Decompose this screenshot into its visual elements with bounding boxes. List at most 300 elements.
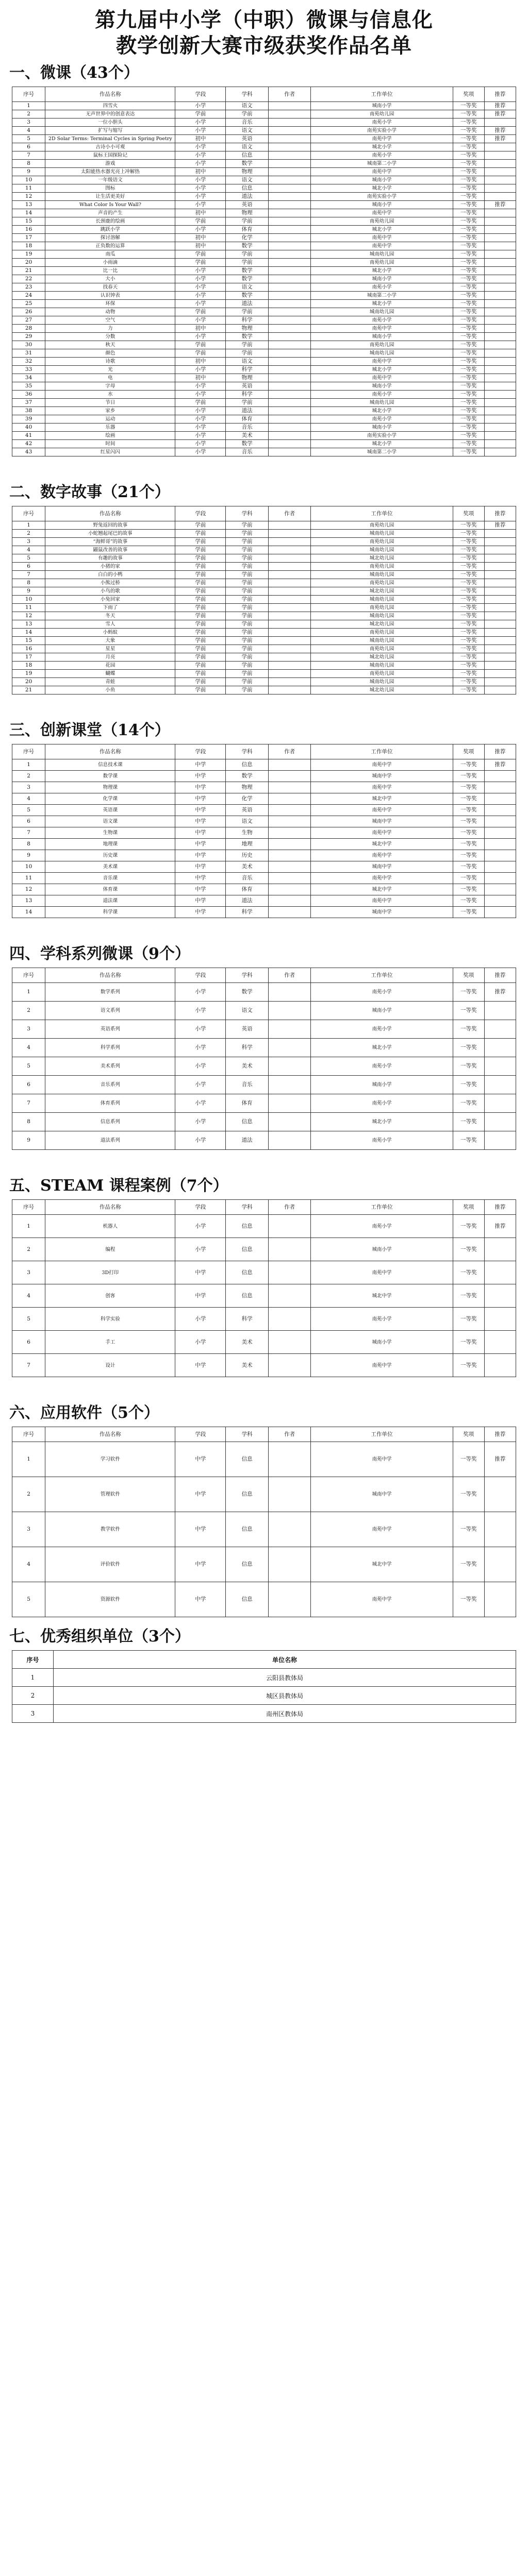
table-cell: 小学: [175, 1094, 226, 1113]
table-cell: 6: [12, 143, 45, 151]
table-cell: 3: [12, 1020, 45, 1039]
table-cell: 学前: [175, 308, 226, 316]
table-cell: 中学: [175, 861, 226, 873]
table-cell: 一等奖: [453, 407, 484, 415]
table-cell: [484, 300, 516, 308]
table-cell: [484, 399, 516, 407]
table-cell: 数学: [226, 333, 269, 341]
table-cell: [268, 759, 311, 771]
header-cell: 推荐: [484, 968, 516, 983]
table-cell: 城南小学: [311, 102, 453, 110]
table-cell: 7: [12, 151, 45, 160]
table-cell: 8: [12, 839, 45, 850]
table-cell: 一等奖: [453, 563, 484, 571]
table-cell: 南苑小学: [311, 391, 453, 399]
header-cell: 学科: [226, 744, 269, 759]
table-cell: [484, 209, 516, 217]
table-cell: 小学: [175, 226, 226, 234]
header-cell: 作者: [268, 1427, 311, 1442]
table-header-row: [12, 87, 516, 102]
table-row: [12, 873, 516, 884]
table-cell: [268, 127, 311, 135]
table-cell: 南苑小学: [311, 1215, 453, 1238]
table-cell: 学前: [226, 530, 269, 538]
table-cell: 一等奖: [453, 538, 484, 546]
table-cell: 小学: [175, 127, 226, 135]
table-cell: 南苑幼儿园: [311, 629, 453, 637]
table-cell: 城南小学: [311, 333, 453, 341]
header-cell: 推荐: [484, 1427, 516, 1442]
table-row: [12, 399, 516, 407]
table-row: [12, 1687, 516, 1705]
table-cell: [484, 193, 516, 201]
table-cell: 青蛙: [45, 678, 175, 686]
table-cell: 学前: [226, 645, 269, 653]
header-cell: 推荐: [484, 506, 516, 521]
table-cell: [484, 771, 516, 782]
table-row: [12, 612, 516, 620]
award-table: [12, 1199, 516, 1377]
table-cell: [484, 176, 516, 184]
table-cell: 小兔回家: [45, 596, 175, 604]
table-cell: 英语: [226, 201, 269, 209]
section-heading: 四、学科系列微课（9个）: [9, 945, 190, 963]
table-cell: [268, 827, 311, 839]
table-cell: 一等奖: [453, 341, 484, 349]
table-cell: 美术系列: [45, 1057, 175, 1076]
table-cell: 城南幼儿园: [311, 308, 453, 316]
table-cell: 8: [12, 160, 45, 168]
table-cell: 学前: [175, 250, 226, 259]
table-cell: 学前: [175, 259, 226, 267]
table-cell: 美术课: [45, 861, 175, 873]
table-row: [12, 1512, 516, 1547]
table-cell: 16: [12, 226, 45, 234]
table-cell: [268, 423, 311, 432]
table-cell: 一等奖: [453, 759, 484, 771]
table-cell: 手工: [45, 1331, 175, 1354]
table-cell: 3: [12, 1512, 45, 1547]
table-cell: 一等奖: [453, 861, 484, 873]
table-cell: [268, 1331, 311, 1354]
table-cell: 诗歌: [45, 358, 175, 366]
table-cell: 2: [12, 1477, 45, 1512]
header-cell: 单位名称: [54, 1651, 516, 1669]
table-cell: [484, 645, 516, 653]
table-cell: [268, 201, 311, 209]
table-row: [12, 234, 516, 242]
table-row: [12, 1020, 516, 1039]
table-row: [12, 415, 516, 423]
table-cell: 小学: [175, 1215, 226, 1238]
table-cell: 中学: [175, 907, 226, 918]
header-cell: 作品名称: [45, 1427, 175, 1442]
table-cell: [268, 1442, 311, 1477]
table-row: [12, 1331, 516, 1354]
table-cell: 编程: [45, 1238, 175, 1261]
table-cell: 南苑中学: [311, 1261, 453, 1284]
table-cell: 音乐: [226, 118, 269, 127]
table-row: [12, 1582, 516, 1617]
table-cell: [484, 374, 516, 382]
table-cell: 18: [12, 242, 45, 250]
table-cell: 学前: [175, 678, 226, 686]
table-cell: [484, 358, 516, 366]
table-cell: 一等奖: [453, 678, 484, 686]
table-cell: 学前: [175, 341, 226, 349]
table-cell: [268, 1547, 311, 1582]
table-cell: 43: [12, 448, 45, 456]
table-cell: [268, 102, 311, 110]
table-cell: [484, 226, 516, 234]
table-cell: 绘画: [45, 432, 175, 440]
table-cell: 中学: [175, 1477, 226, 1512]
table-cell: 4: [12, 793, 45, 805]
table-cell: 9: [12, 850, 45, 861]
table-cell: [268, 653, 311, 662]
table-cell: 一等奖: [453, 805, 484, 816]
table-cell: 星星: [45, 645, 175, 653]
table-row: [12, 884, 516, 895]
table-cell: “海鲜哥”的故事: [45, 538, 175, 546]
table-cell: 小学: [175, 440, 226, 448]
table-cell: [484, 1331, 516, 1354]
table-cell: 11: [12, 604, 45, 612]
table-cell: [268, 1582, 311, 1617]
table-cell: 一等奖: [453, 579, 484, 587]
table-cell: [268, 292, 311, 300]
table-cell: 城北幼儿园: [311, 620, 453, 629]
table-cell: [268, 399, 311, 407]
table-cell: 南苑中学: [311, 325, 453, 333]
table-cell: 信息: [226, 1238, 269, 1261]
table-cell: [484, 341, 516, 349]
table-cell: [268, 620, 311, 629]
table-cell: 扩写与缩写: [45, 127, 175, 135]
table-cell: 南苑中学: [311, 1354, 453, 1377]
table-cell: 34: [12, 374, 45, 382]
table-row: [12, 127, 516, 135]
header-cell: 学段: [175, 506, 226, 521]
table-cell: 南苑中学: [311, 209, 453, 217]
table-cell: 语文系列: [45, 1002, 175, 1020]
table-cell: 美术: [226, 1057, 269, 1076]
table-cell: 小学: [175, 143, 226, 151]
orgs-table: [12, 1650, 516, 1723]
table-cell: 南苑中学: [311, 805, 453, 816]
table-cell: 数学: [226, 771, 269, 782]
table-cell: 体育: [226, 415, 269, 423]
table-cell: 城北中学: [311, 793, 453, 805]
table-cell: 大小: [45, 275, 175, 283]
table-cell: 道法: [226, 193, 269, 201]
table-cell: 一等奖: [453, 259, 484, 267]
table-cell: [484, 415, 516, 423]
table-cell: 推荐: [484, 110, 516, 118]
table-cell: 音乐: [226, 1076, 269, 1094]
table-cell: [268, 873, 311, 884]
table-cell: [484, 1261, 516, 1284]
table-cell: 找春天: [45, 283, 175, 292]
table-cell: [484, 805, 516, 816]
table-cell: 南苑小学: [311, 316, 453, 325]
table-cell: 无声世界中的创意表达: [45, 110, 175, 118]
table-cell: [484, 448, 516, 456]
table-cell: 1: [12, 1215, 45, 1238]
table-cell: [484, 1512, 516, 1547]
table-cell: 小学: [175, 407, 226, 415]
table-cell: 推荐: [484, 759, 516, 771]
table-cell: [484, 884, 516, 895]
table-cell: 学前: [226, 653, 269, 662]
table-cell: 南苑中学: [311, 374, 453, 382]
table-cell: 城北小学: [311, 226, 453, 234]
table-cell: [484, 382, 516, 391]
table-row: [12, 1442, 516, 1477]
table-cell: 音乐: [226, 873, 269, 884]
table-cell: 5: [12, 1308, 45, 1331]
table-cell: 一等奖: [453, 1261, 484, 1284]
table-cell: 一等奖: [453, 316, 484, 325]
table-cell: [484, 242, 516, 250]
table-cell: [484, 895, 516, 907]
table-row: [12, 546, 516, 554]
table-cell: 一等奖: [453, 209, 484, 217]
table-cell: [268, 1002, 311, 1020]
table-cell: 红星闪闪: [45, 448, 175, 456]
table-cell: [484, 1354, 516, 1377]
table-cell: 18: [12, 662, 45, 670]
header-cell: 奖项: [453, 506, 484, 521]
table-cell: 中学: [175, 1582, 226, 1617]
table-cell: 学前: [175, 110, 226, 118]
table-cell: 城南小学: [311, 275, 453, 283]
table-cell: [484, 1284, 516, 1308]
table-cell: 一等奖: [453, 374, 484, 382]
header-cell: 作者: [268, 968, 311, 983]
table-cell: 数学课: [45, 771, 175, 782]
table-cell: [484, 349, 516, 358]
table-row: [12, 283, 516, 292]
table-cell: [484, 678, 516, 686]
table-cell: [484, 662, 516, 670]
table-cell: 南苑中学: [311, 135, 453, 143]
table-cell: [268, 283, 311, 292]
table-cell: [268, 895, 311, 907]
table-cell: 数学: [226, 292, 269, 300]
table-cell: 南苑幼儿园: [311, 341, 453, 349]
table-cell: 语文: [226, 176, 269, 184]
table-cell: 美术: [226, 432, 269, 440]
table-cell: 学前: [226, 596, 269, 604]
table-cell: 一等奖: [453, 366, 484, 374]
table-cell: 一等奖: [453, 873, 484, 884]
table-cell: 南苑小学: [311, 1020, 453, 1039]
table-cell: [484, 267, 516, 275]
table-row: [12, 341, 516, 349]
table-cell: 南苑中学: [311, 759, 453, 771]
table-cell: 一等奖: [453, 127, 484, 135]
table-cell: 信息: [226, 1477, 269, 1512]
table-cell: [484, 670, 516, 678]
table-cell: [268, 358, 311, 366]
table-cell: 学前: [175, 349, 226, 358]
table-cell: 一等奖: [453, 217, 484, 226]
table-cell: 信息: [226, 1442, 269, 1477]
table-cell: [484, 440, 516, 448]
table-cell: 初中: [175, 234, 226, 242]
table-row: [12, 554, 516, 563]
page-title-line-2: 教学创新大赛市级获奖作品名单: [116, 33, 412, 58]
table-row: [12, 637, 516, 645]
table-cell: [484, 839, 516, 850]
table-cell: 一等奖: [453, 907, 484, 918]
header-cell: 序号: [12, 506, 45, 521]
table-row: [12, 374, 516, 382]
table-cell: 城南幼儿园: [311, 612, 453, 620]
table-cell: 城南幼儿园: [311, 637, 453, 645]
table-cell: 学前: [226, 538, 269, 546]
table-cell: 城南中学: [311, 861, 453, 873]
table-row: [12, 1284, 516, 1308]
table-cell: [484, 292, 516, 300]
table-cell: 数学: [226, 267, 269, 275]
table-cell: 生物课: [45, 827, 175, 839]
table-cell: 城北中学: [311, 839, 453, 850]
table-cell: 3: [12, 1261, 45, 1284]
table-cell: [268, 407, 311, 415]
table-row: [12, 184, 516, 193]
table-cell: 一等奖: [453, 242, 484, 250]
table-cell: 一等奖: [453, 850, 484, 861]
table-cell: 学前: [175, 653, 226, 662]
table-cell: 南苑中学: [311, 358, 453, 366]
table-cell: What Color Is Your Wall?: [45, 201, 175, 209]
table-row: [12, 861, 516, 873]
table-cell: 8: [12, 1113, 45, 1131]
header-cell: 奖项: [453, 1200, 484, 1215]
section-heading: 三、创新课堂（14个）: [9, 721, 170, 739]
table-cell: 一等奖: [453, 275, 484, 283]
table-cell: 9: [12, 587, 45, 596]
table-cell: 数学: [226, 160, 269, 168]
section-heading: 一、微课（43个）: [9, 64, 139, 82]
table-cell: 体育课: [45, 884, 175, 895]
table-cell: 城南中学: [311, 771, 453, 782]
table-cell: [268, 571, 311, 579]
header-cell: 奖项: [453, 744, 484, 759]
table-cell: 城南幼儿园: [311, 662, 453, 670]
table-cell: 12: [12, 193, 45, 201]
table-cell: 一等奖: [453, 1131, 484, 1150]
table-cell: 城南小学: [311, 1238, 453, 1261]
table-cell: 21: [12, 686, 45, 694]
header-cell: 工作单位: [311, 87, 453, 102]
table-cell: [268, 850, 311, 861]
table-cell: 27: [12, 316, 45, 325]
table-cell: 道法系列: [45, 1131, 175, 1150]
table-cell: 一等奖: [453, 895, 484, 907]
table-cell: [484, 850, 516, 861]
table-cell: 城北幼儿园: [311, 686, 453, 694]
table-row: [12, 1215, 516, 1238]
table-cell: 16: [12, 645, 45, 653]
table-cell: [268, 662, 311, 670]
header-cell: 作品名称: [45, 968, 175, 983]
table-cell: 小学: [175, 333, 226, 341]
table-cell: 一等奖: [453, 686, 484, 694]
table-cell: 7: [12, 571, 45, 579]
table-cell: 美术: [226, 1354, 269, 1377]
header-cell: 奖项: [453, 1427, 484, 1442]
table-cell: 道法: [226, 1131, 269, 1150]
table-cell: [484, 234, 516, 242]
table-cell: 城北小学: [311, 300, 453, 308]
table-cell: 小学: [175, 423, 226, 432]
table-cell: [268, 1215, 311, 1238]
table-cell: 小学: [175, 1076, 226, 1094]
table-cell: 一等奖: [453, 1076, 484, 1094]
table-cell: [268, 554, 311, 563]
table-cell: 小学: [175, 267, 226, 275]
table-cell: 体育: [226, 884, 269, 895]
table-cell: 一等奖: [453, 782, 484, 793]
table-row: [12, 102, 516, 110]
table-cell: 推荐: [484, 521, 516, 530]
table-cell: [268, 440, 311, 448]
table-cell: 25: [12, 300, 45, 308]
table-row: [12, 407, 516, 415]
table-cell: 一等奖: [453, 653, 484, 662]
table-cell: 40: [12, 423, 45, 432]
table-cell: 推荐: [484, 1442, 516, 1477]
table-cell: 学前: [226, 629, 269, 637]
table-cell: 鼠标王国探险记: [45, 151, 175, 160]
table-cell: 7: [12, 1094, 45, 1113]
table-cell: 城区县教体局: [54, 1687, 516, 1705]
table-cell: 3: [12, 1705, 54, 1723]
table-cell: 13: [12, 620, 45, 629]
table-cell: 南苑中学: [311, 850, 453, 861]
table-cell: 小蛇翘起尾巴的故事: [45, 530, 175, 538]
table-cell: 学前: [175, 612, 226, 620]
table-cell: 小雨滴: [45, 259, 175, 267]
table-cell: 中学: [175, 839, 226, 850]
table-cell: [484, 143, 516, 151]
table-cell: 美术: [226, 861, 269, 873]
table-cell: 城北小学: [311, 1113, 453, 1131]
table-cell: [484, 1547, 516, 1582]
table-row: [12, 1094, 516, 1113]
table-cell: 6: [12, 816, 45, 827]
table-cell: [484, 596, 516, 604]
table-cell: 一等奖: [453, 102, 484, 110]
table-cell: 学前: [175, 587, 226, 596]
table-cell: [268, 160, 311, 168]
table-cell: 6: [12, 563, 45, 571]
table-cell: 一等奖: [453, 423, 484, 432]
table-cell: [484, 554, 516, 563]
table-cell: 数学: [226, 440, 269, 448]
table-cell: 26: [12, 308, 45, 316]
table-cell: [484, 1076, 516, 1094]
table-cell: 5: [12, 1582, 45, 1617]
table-cell: [484, 782, 516, 793]
table-cell: [484, 907, 516, 918]
table-cell: [484, 118, 516, 127]
table-cell: 14: [12, 209, 45, 217]
table-cell: 一等奖: [453, 645, 484, 653]
